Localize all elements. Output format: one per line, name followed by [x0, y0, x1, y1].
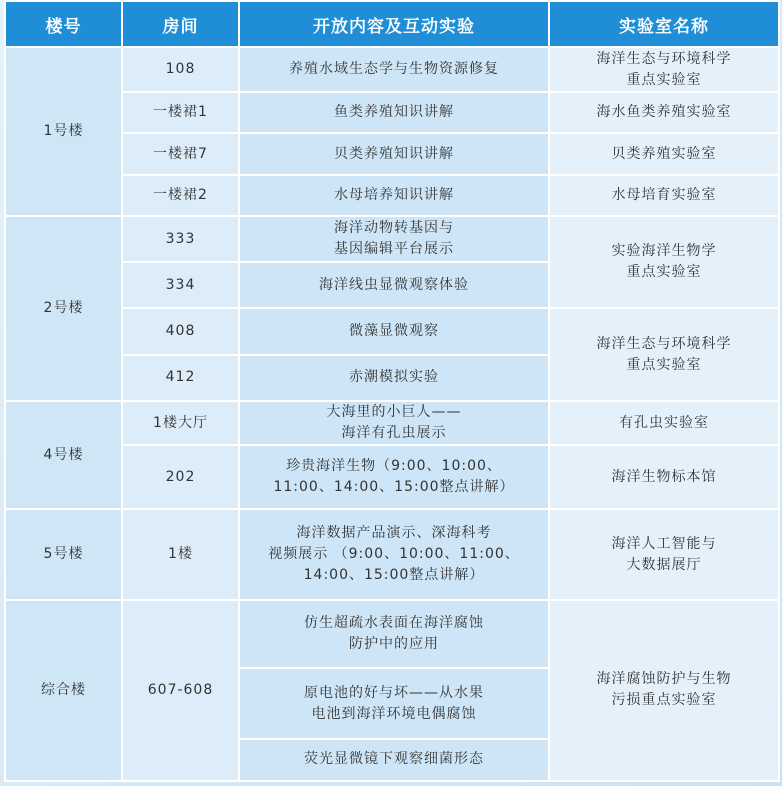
building-cell: 2号楼 — [5, 216, 122, 401]
room-cell: 1楼大厅 — [122, 401, 239, 445]
lab-line: 海洋腐蚀防护与生物 — [596, 671, 732, 688]
content-line: 基因编辑平台展示 — [334, 241, 454, 258]
lab-line: 重点实验室 — [626, 264, 702, 281]
building-cell: 综合楼 — [5, 600, 122, 781]
lab-line: 重点实验室 — [626, 356, 702, 373]
lab-cell: 海洋生物标本馆 — [549, 445, 779, 509]
content-line: 电池到海洋环境电偶腐蚀 — [311, 705, 477, 722]
content-line: 大海里的小巨人—— — [326, 404, 462, 420]
content-line: 海洋数据产品演示、深海科考 — [296, 525, 492, 542]
content-line: 仿生超疏水表面在海洋腐蚀 — [304, 615, 484, 632]
header-building: 楼号 — [5, 1, 122, 47]
room-cell: 一楼裙7 — [122, 133, 239, 174]
room-cell: 202 — [122, 445, 239, 509]
table-row — [5, 47, 779, 92]
content-line: 防护中的应用 — [349, 636, 439, 653]
lab-line: 重点实验室 — [626, 71, 702, 88]
lab-schedule-table — [4, 0, 780, 782]
content-cell — [239, 509, 549, 599]
table-row — [5, 509, 779, 599]
content-line: 海洋动物转基因与 — [334, 220, 454, 237]
room-cell: 408 — [122, 308, 239, 354]
table-row — [5, 216, 779, 262]
table-row — [5, 175, 779, 216]
content-line: 珍贵海洋生物（9:00、10:00、 — [286, 458, 502, 475]
lab-line: 海洋人工智能与 — [611, 535, 717, 552]
header-content: 开放内容及互动实验 — [239, 1, 549, 47]
building-cell: 1号楼 — [5, 47, 122, 216]
content-cell: 荧光显微镜下观察细菌形态 — [239, 739, 549, 781]
lab-cell: 海水鱼类养殖实验室 — [549, 92, 779, 133]
lab-cell — [549, 216, 779, 309]
room-cell: 607-608 — [122, 600, 239, 781]
content-cell — [239, 401, 549, 445]
lab-line: 海洋生态与环境科学 — [596, 335, 732, 352]
table-row — [5, 445, 779, 509]
table-row — [5, 133, 779, 174]
lab-cell — [549, 509, 779, 599]
lab-cell: 水母培育实验室 — [549, 175, 779, 216]
content-cell — [239, 668, 549, 738]
table-row — [5, 308, 779, 354]
room-cell: 108 — [122, 47, 239, 92]
content-line: 视频展示 （9:00、10:00、11:00、 — [268, 546, 520, 563]
header-room: 房间 — [122, 1, 239, 47]
header-lab: 实验室名称 — [549, 1, 779, 47]
room-cell: 一楼裙2 — [122, 175, 239, 216]
lab-line: 海洋生态与环境科学 — [596, 50, 732, 67]
content-cell: 水母培养知识讲解 — [239, 175, 549, 216]
content-line: 海洋有孔虫展示 — [341, 425, 447, 441]
content-cell: 鱼类养殖知识讲解 — [239, 92, 549, 133]
lab-line: 大数据展厅 — [626, 556, 702, 573]
room-cell: 一楼裙1 — [122, 92, 239, 133]
content-line: 14:00、15:00整点讲解） — [303, 567, 485, 584]
content-cell: 赤潮模拟实验 — [239, 355, 549, 401]
content-cell: 微藻显微观察 — [239, 308, 549, 354]
room-cell: 412 — [122, 355, 239, 401]
table-row — [5, 401, 779, 445]
room-cell: 1楼 — [122, 509, 239, 599]
table-row — [5, 92, 779, 133]
content-cell: 贝类养殖知识讲解 — [239, 133, 549, 174]
content-cell: 海洋线虫显微观察体验 — [239, 262, 549, 308]
content-line: 原电池的好与坏——从水果 — [304, 684, 484, 701]
building-cell: 5号楼 — [5, 509, 122, 599]
lab-cell: 贝类养殖实验室 — [549, 133, 779, 174]
content-cell — [239, 445, 549, 509]
lab-cell: 有孔虫实验室 — [549, 401, 779, 445]
lab-line: 污损重点实验室 — [611, 692, 717, 709]
content-cell: 养殖水域生态学与生物资源修复 — [239, 47, 549, 92]
building-cell: 4号楼 — [5, 401, 122, 510]
lab-cell — [549, 47, 779, 92]
room-cell: 334 — [122, 262, 239, 308]
lab-cell — [549, 600, 779, 781]
table-row — [5, 600, 779, 668]
header-row — [5, 1, 779, 47]
content-cell — [239, 600, 549, 668]
lab-line: 实验海洋生物学 — [611, 243, 717, 260]
content-cell — [239, 216, 549, 262]
content-line: 11:00、14:00、15:00整点讲解） — [273, 479, 515, 496]
room-cell: 333 — [122, 216, 239, 262]
lab-cell — [549, 308, 779, 401]
